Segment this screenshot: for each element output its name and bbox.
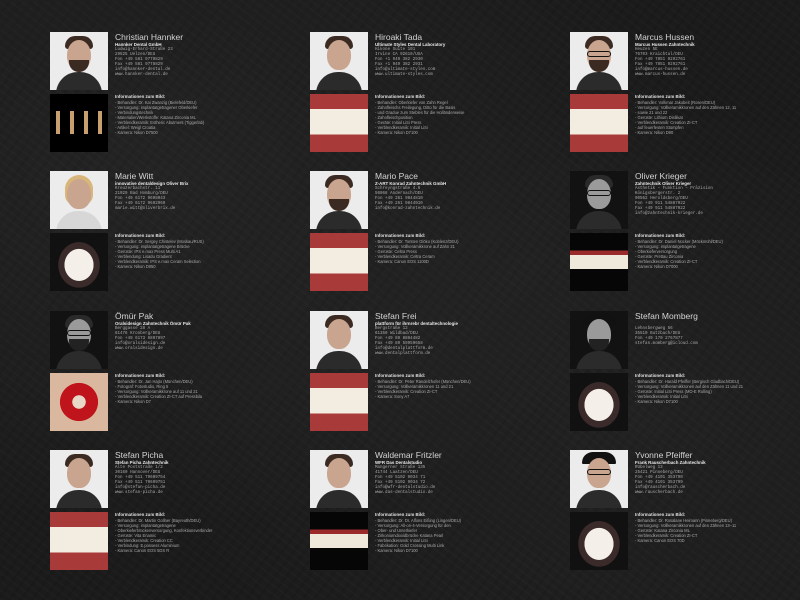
info-item: - Verbindung: E.possess Aluminium xyxy=(115,543,290,548)
info-item: - Zahnfleischposition xyxy=(375,115,550,120)
info-item: - Versorgung: Vollkeramikkronen auf den Zähnen 11 und 21 xyxy=(635,384,800,389)
contact-address: Bergstraße 12 61350 Wildbad/DEU Fon +49 89 8884482 Fax +49 89 59959658 info@dentalplattform.de www.dentalplattform.de xyxy=(375,327,433,356)
contact-address: Heuzen 5E 76703 Kraichtal/DEU Fon +49 7851 9292761 Fax +49 7851 9292761 info@marcus-hussen.de www.marcus-hussen.de xyxy=(635,48,688,77)
info-item: - Kamera: Nikon D7100 xyxy=(375,130,550,135)
info-item: - Fabrikation: Gold Crossing Multi Link xyxy=(375,543,550,548)
portrait-photo xyxy=(570,32,628,90)
info-item: - Kamera: Nikon D7100 xyxy=(375,548,550,553)
info-item: - Verblendkeramik: Creation ZI-CT auf Pressbila xyxy=(115,394,290,399)
info-heading: Informationen zum Bild: xyxy=(635,233,686,238)
contributor-entry xyxy=(50,311,290,451)
info-item: - Kamera: Canon EOS 1100D xyxy=(375,259,550,264)
info-list xyxy=(115,518,290,553)
info-item: - Oberkieferversorgung xyxy=(635,249,800,254)
info-item: - Verblendkeramik: Initial LiSi xyxy=(635,394,800,399)
contact-address: Schreyngstraße 4.6 56068 Andernach/DEU Fon +49 261 9844810 Fax +49 261 9844910 info@konrad-zahntechnik.de xyxy=(375,187,441,211)
info-item: - Versorgung: implantatgetragene xyxy=(115,523,290,528)
portrait-photo xyxy=(310,450,368,508)
info-item: - Verblendkeramik: Creation ZI-CT xyxy=(635,120,800,125)
info-item: - Verblendkeramik: Celtra Ceram xyxy=(375,254,550,259)
contributor-name: Stefan Frei xyxy=(375,311,417,321)
portrait-photo xyxy=(310,171,368,229)
lab-name: innovative dentaldesign Oliver Brix xyxy=(115,181,189,186)
info-list xyxy=(115,100,290,135)
info-heading: Informationen zum Bild: xyxy=(375,233,426,238)
info-item: - Gerüste: Prettau Zirconia xyxy=(635,254,800,259)
info-item: - Oberkieferbrückenversorgung, Konfektionsverbinder xyxy=(115,528,290,533)
info-list xyxy=(635,518,800,543)
info-item: - Verblendkeramik: Creation ZI-CT xyxy=(635,533,800,538)
info-item: - Verblendkeramik: Estheric Abutment (Tiggerlab) xyxy=(115,120,290,125)
info-item: - Versorgung: All-on-4-Versorgung für den xyxy=(375,523,550,528)
case-photo xyxy=(570,373,628,431)
contact-address: Hikone Suite 101 Irvine CA 92618/USA Fon +1 949 382 2930 Fax +1 949 382 2931 info@ultimate-styles.com www.ultimate-styles.com xyxy=(375,48,436,77)
contributor-entry xyxy=(570,311,800,451)
contributor-name: Yvonne Pfeiffer xyxy=(635,450,693,460)
contributor-name: Oliver Krieger xyxy=(635,171,687,181)
contributor-name: Stefan Momberg xyxy=(635,311,698,321)
contributor-entry xyxy=(310,32,550,172)
info-list xyxy=(115,379,290,404)
lab-name: Z-ART Konrad Zahntechnik GmbH xyxy=(375,181,447,186)
contributor-entry xyxy=(310,171,550,311)
case-photo xyxy=(310,373,368,431)
info-item: - Behandler: Dr. Rosalane Heimann (Pinneberg/DEU) xyxy=(635,518,800,523)
info-item: - Ober- und Unterkiefer xyxy=(375,528,550,533)
info-item: - Behandler: Dr. Jan Hajto (München/DEU) xyxy=(115,379,290,384)
info-heading: Informationen zum Bild: xyxy=(635,373,686,378)
case-photo xyxy=(310,233,368,291)
info-list xyxy=(635,239,800,269)
info-item: - Versorgung: implantatgetragene xyxy=(635,244,800,249)
info-item: - Zahnfleischs Freilegung, Ditto für die Basis xyxy=(375,105,550,110)
info-item: - Behandler: Dr. Torsten Glöko (Koblenz/DEU) xyxy=(375,239,550,244)
case-photo xyxy=(50,94,108,152)
info-heading: Informationen zum Bild: xyxy=(115,94,166,99)
info-heading: Informationen zum Bild: xyxy=(375,94,426,99)
case-photo xyxy=(50,512,108,570)
contributor-name: Waldemar Fritzler xyxy=(375,450,442,460)
portrait-photo xyxy=(50,311,108,369)
info-list xyxy=(375,239,550,264)
contact-address: Alte Poststraße 1/2 30160 Hannover/DEU Fon +49 511 79609754 Fax +49 511 79609751 info@stefan-picha.de www.stefan-picha.de xyxy=(115,466,166,495)
lab-name: Frank Rauscherbach Zahntechnik xyxy=(635,460,706,465)
info-item: - Kamera: Nikon D7500 xyxy=(115,130,290,135)
info-item: - Kamera: Canon EOS 70D xyxy=(635,538,800,543)
lab-name: Zahntechnik Oliver Krieger xyxy=(635,181,692,186)
info-item: - Verblendkeramik: Creation ZI-CT xyxy=(375,389,550,394)
contributor-name: Ömür Pak xyxy=(115,311,154,321)
contact-address: Mangerner Straße 135 41744 Laatzen/DEU Fon +49 5102 9034 71 Fax +49 5102 9034 72 info@wfr-dentalstudio.de www.das-dentalstudio.de xyxy=(375,466,436,495)
info-list xyxy=(375,518,550,553)
info-item: - Gerüste: Celtra Press xyxy=(375,249,550,254)
info-heading: Informationen zum Bild: xyxy=(375,512,426,517)
portrait-photo xyxy=(570,450,628,508)
info-item: - Verblendkeramik: Creation CC xyxy=(115,538,290,543)
contributor-name: Marcus Hussen xyxy=(635,32,695,42)
info-item: - Behandler: Dr. Daniel Nocker (Möckmühl/DEU) xyxy=(635,239,800,244)
contact-address: Rübelweg 13 25421 Pinneberg/DEU Fon +49 4101 353790 Fax +49 4101 353799 info@rauscherbach.de www.rauscherbach.de xyxy=(635,466,686,495)
contributor-name: Mario Pace xyxy=(375,171,418,181)
portrait-photo xyxy=(50,32,108,90)
info-item: - Gerüste: Katana Zirconia ML xyxy=(635,528,800,533)
info-item: - Verblendkeramik: IPS e.max Ceram Selection xyxy=(115,259,290,264)
info-item: - Verbindungstechnik xyxy=(115,110,290,115)
info-heading: Informationen zum Bild: xyxy=(635,512,686,517)
info-item: - Versorgung: implantatgetragene Brücke xyxy=(115,244,290,249)
info-item: - Behandler: Oberkiefer von Zahn Regel xyxy=(375,100,550,105)
info-list xyxy=(375,100,550,135)
case-photo xyxy=(310,94,368,152)
info-item: - Verblendkeramik: Creation ZI-CT xyxy=(635,259,800,264)
case-photo xyxy=(570,94,628,152)
contact-address: Berggasse 28 A 61476 Kronberg/DEU Fon +49 6173 6897897 info@oralsidesign.de www.oralsidesign.de xyxy=(115,327,166,351)
contributor-entry xyxy=(310,450,550,590)
portrait-photo xyxy=(310,311,368,369)
contributor-name: Stefan Picha xyxy=(115,450,164,460)
info-heading: Informationen zum Bild: xyxy=(375,373,426,378)
info-item: - Behandler: Dr. Martin Gollner (Bayreuth/DEU) xyxy=(115,518,290,523)
contributor-entry xyxy=(50,32,290,172)
info-item: - Behandler: Dr. Harald Pfeiffer (Bergisch Gladbach/DEU) xyxy=(635,379,800,384)
info-item: - Behandler: Dr. Dr. Alfons Eißing (Lingen/DEU) xyxy=(375,518,550,523)
info-item: - Versorgung: Vollkeramikkrone auf Zahn 21 xyxy=(375,244,550,249)
case-photo xyxy=(50,233,108,291)
portrait-photo xyxy=(50,450,108,508)
portrait-photo xyxy=(310,32,368,90)
contributor-entry xyxy=(50,450,290,590)
contact-address: Ästhetik – Funktion – Präzision Königsbergerstr. 2 90562 Heroldsberg/DEU Fon +49 911 54887022 Fax +49 911 54887022 info@zahntechnik-krieger.de xyxy=(635,187,713,216)
info-heading: Informationen zum Bild: xyxy=(115,233,166,238)
lab-name: WFR Das Dentalstudio xyxy=(375,460,423,465)
portrait-photo xyxy=(570,311,628,369)
lab-name: Hannker Dental GmbH xyxy=(115,42,162,47)
info-item: - Behandler: Dr. Sergey Chistelev (Moskau/RUS) xyxy=(115,239,290,244)
contact-address: Lehnsbergweg 56 35510 Butzbach/DEU Fon +49 170 2767877 stefan.momberg@icloud.com xyxy=(635,327,698,346)
info-item: - Verblendung: Lisadu Gradient xyxy=(115,254,290,259)
lab-name: Marcus Hussen Zahntechnik xyxy=(635,42,695,47)
info-item: - Kamera: Nikon D7000 xyxy=(635,264,800,269)
info-item: - Versorgung: Vollkeramikkronen auf den Zähnen 12, 11 xyxy=(635,105,800,110)
info-list xyxy=(635,379,800,404)
contributor-entry xyxy=(570,450,800,590)
portrait-photo xyxy=(50,171,108,229)
info-heading: Informationen zum Bild: xyxy=(115,373,166,378)
contributor-entry xyxy=(50,171,290,311)
info-item: - Kamera: Canon EOS 5DS R xyxy=(115,548,290,553)
contact-address: Kreuzerbachstr. 11 21029 Bad Homburg/DEU Fon +49 6172 9698043 Fax +49 6172 9692969 marie.witt@oliverbrix.de xyxy=(115,187,176,211)
case-photo xyxy=(570,512,628,570)
info-item: - Kamera: Nikon D7 xyxy=(115,399,290,404)
contributor-name: Hiroaki Tada xyxy=(375,32,423,42)
info-heading: Informationen zum Bild: xyxy=(635,94,686,99)
info-item: - Verblendkeramik: Initial LiSi xyxy=(375,125,550,130)
info-item: - auf feuerfesten Stümpfen xyxy=(635,125,800,130)
info-item: - Zirkoniumdioxidbrücke Katana Pearl xyxy=(375,533,550,538)
info-item: - Kamera: Nikon D850 xyxy=(115,264,290,269)
case-photo xyxy=(310,512,368,570)
info-item: - Geräte: Initial LiSi Press xyxy=(375,120,550,125)
info-item: - Fotograf: Fotostudio, Ring 5 xyxy=(115,384,290,389)
info-item: - Versorgung: Vollkeramikkrone auf 11 und 21 xyxy=(115,389,290,394)
info-item: - Materialien/Werkstoffe: Katana Zirconia ML xyxy=(115,115,290,120)
info-item: - Versorgung: implantatgetragener Oberkiefer xyxy=(115,105,290,110)
lab-name: Stefan Picha Zahntechnik xyxy=(115,460,169,465)
case-photo xyxy=(570,233,628,291)
info-item: - Gerüste: Initial LiSi Press (MO-E Rolling) xyxy=(635,389,800,394)
info-item: - Versorgung: Vollkeramikkronen auf den Zähnen 13–11 xyxy=(635,523,800,528)
info-item: - sowie 21 und 22 xyxy=(635,110,800,115)
info-item: - Behandler: Volkmar Jakobeit (Rosen/DEU) xyxy=(635,100,800,105)
info-item: - und Gradue zum Stebles für die Holländerweise xyxy=(375,110,550,115)
contact-address: Ludwig-Erhard-Straße 23 29525 Uelzen/DEU Fon +49 581 9778829 Fax +49 581 9778829 info@hannker-dental.de www.hannker-dental.de xyxy=(115,48,173,77)
lab-name: plattform für ihrnrebr dentaltechnologie xyxy=(375,321,458,326)
info-item: - Kamera: Nikon D90 xyxy=(635,130,800,135)
info-item: - Behandler: Dr. Peter Randelzhofer (München/DEU) xyxy=(375,379,550,384)
info-item: - Kamera: Nikon D7100 xyxy=(635,399,800,404)
info-heading: Informationen zum Bild: xyxy=(115,512,166,517)
info-item: - Gerüste: Vita Enamic xyxy=(115,533,290,538)
info-item: - Behandler: Dr. Kai Zwanzig (Bielefeld/DEU) xyxy=(115,100,290,105)
contributor-entry xyxy=(570,171,800,311)
info-list xyxy=(115,239,290,269)
contributor-entry xyxy=(310,311,550,451)
contributor-name: Marie Witt xyxy=(115,171,154,181)
info-item: - Gerüste: Lithium Disilikat xyxy=(635,115,800,120)
info-item: - Gerüste: IPS e.max Press Multi A1 xyxy=(115,249,290,254)
info-item: - Verblendkeramik: Initial LiSi xyxy=(375,538,550,543)
contributor-name: Christian Hannker xyxy=(115,32,184,42)
info-list xyxy=(375,379,550,399)
info-item: - Versorgung: Vollkeramikkronen 11 und 21 xyxy=(375,384,550,389)
info-list xyxy=(635,100,800,135)
contributor-entry xyxy=(570,32,800,172)
lab-name: Oralsidesign Zahntechnik Ömür Pak xyxy=(115,321,191,326)
info-item: - Kamera: Sony A7 xyxy=(375,394,550,399)
info-item: - Artikel: Weigl Croatia xyxy=(115,125,290,130)
portrait-photo xyxy=(570,171,628,229)
case-photo xyxy=(50,373,108,431)
lab-name: Ultimate Styles Dental Laboratory xyxy=(375,42,446,47)
